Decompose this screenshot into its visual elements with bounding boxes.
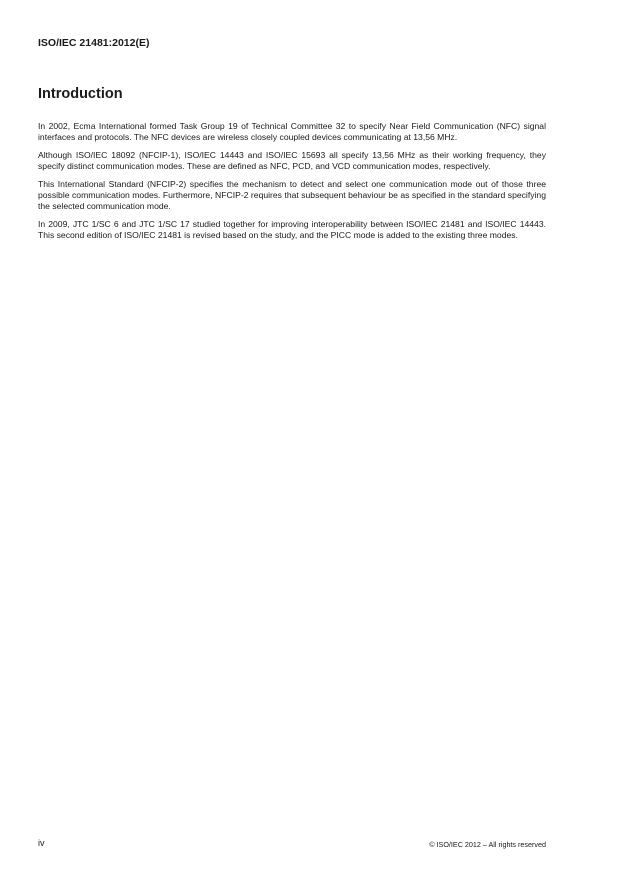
document-id: ISO/IEC 21481:2012(E) [38, 37, 150, 49]
paragraph: Although ISO/IEC 18092 (NFCIP-1), ISO/IEC 14443 and ISO/IEC 15693 all specify 13,56 MHz as their working frequency, they specify distinct communication modes. These are defined as NFC, PCD, and VCD communication modes, respectively. [38, 150, 546, 171]
paragraph: In 2002, Ecma International formed Task Group 19 of Technical Committee 32 to specify Near Field Communication (NFC) signal interfaces and protocols. The NFC devices are wireless closely coupled devices communicating at 13,56 MHz. [38, 121, 546, 142]
copyright-notice: © ISO/IEC 2012 – All rights reserved [429, 840, 546, 849]
page-number: iv [38, 838, 45, 848]
paragraph: In 2009, JTC 1/SC 6 and JTC 1/SC 17 studied together for improving interoperability between ISO/IEC 21481 and ISO/IEC 14443. This second edition of ISO/IEC 21481 is revised based on the study, and the PICC mode is added to the existing three modes. [38, 219, 546, 240]
section-body [38, 121, 546, 248]
paragraph: This International Standard (NFCIP-2) specifies the mechanism to detect and select one communication mode out of those three possible communication modes. Furthermore, NFCIP-2 requires that subsequent behaviour be as specified in the standard specifying the selected communication mode. [38, 179, 546, 211]
section-title: Introduction [38, 86, 123, 102]
